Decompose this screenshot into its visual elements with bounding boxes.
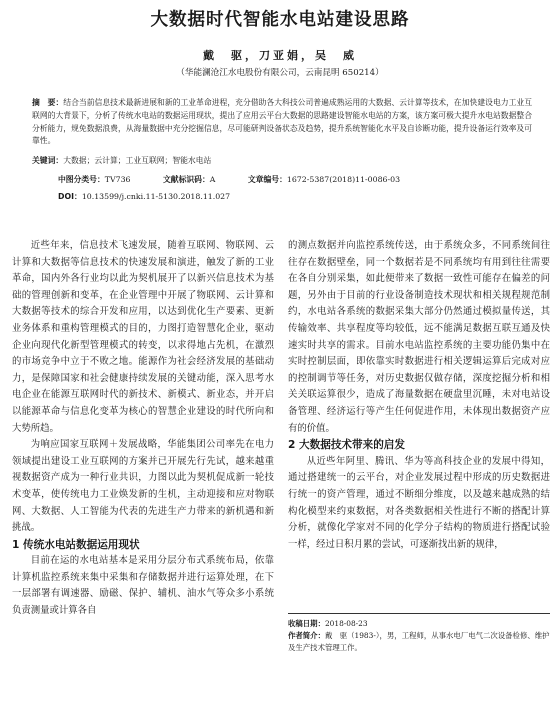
article-number [248,175,400,184]
left-column [12,238,274,620]
section-heading-1: 1 传统水电站数据运用现状 [12,538,140,551]
doccode-label: 文献标识码： [162,175,210,184]
clc-label: 中图分类号： [58,175,105,184]
received-label: 收稿日期： [288,619,325,628]
abstract-label: 摘 要： [32,98,64,107]
keywords-text: 大数据；云计算；工业互联网；智能水电站 [63,156,212,165]
article-no-label: 文章编号： [247,175,287,184]
doi-line [58,191,230,202]
abstract-text: 结合当前信息技术最新进展和新的工业革命进程，充分借助各大科技公司普遍成熟运用的大数据、云计算等技术，在加快建设电力工业互联网的大背景下，分析了传统水电站的数据运用现状，提出了应用云平台大数据的思路建设智能水电站的方案，该方案可极大提升水电站数据整合分析能力，规免数据浪费，从海量数据中充分挖掘信息，尽可能研判设备状态及趋势，提升系统智能化水平及自诊断功能，提升设备运行效率及可靠性。 [32,98,533,146]
author-bio [288,630,550,654]
doi-label: DOI： [58,192,82,201]
footnote [288,613,550,654]
article-no-value: 1672-5387(2018)11-0086-03 [286,175,401,184]
body-paragraph: 近些年来，信息技术飞速发展，随着互联网、物联网、云计算和大数据等信息技术的快速发展和演进，触发了新的工业革命，国内外各行业均以此为契机展开了以新兴信息技术为基础的管理创新和变革，在企业管理中开展了物联网、云计算和大数据等技术的综合开发和应用，以达到优化生产要素、更新业务体系和重构管理模式的目的，力图打造智慧化企业，驱动企业向现代化新型管理模式的转变，以求得地占先机，在激烈的市场竞争中立于不败之地。能源作为社会经济发展的基础动力，是保障国家和社会健康持续发展的关键动能，深入思考水电企业在能源互联网时代的新技术、新模式、新业态，并开启以能源革命与信息化变革为核心的智慧企业建设的时代所向和大势所趋。 [12,240,274,434]
clc-code [58,175,131,184]
keywords-label: 关键词： [32,156,64,165]
body-paragraph: 的测点数据并向监控系统传送，由于系统众多，不同系统间往往存在数据壁垒，同一个数据若是不同系统均有用到往往需要在各自分别采集，如此便带来了数据一致性可能存在偏差的问题，另外由于目前的行业设备制造技术现状和相关规程规范制约，水电站各系统的数据采集大部分仍然通过模拟量传送，其传输效率、共享程度等均较低，远不能满足数据互联互通及快速实时共享的需求。目前水电站监控系统的主要功能仍集中在实时控制层面，即依靠实时数据进行相关逻辑运算后完成对应的控制调节等任务，对历史数据仅做存储，深度挖掘分析和相关关联运算很少，造成了海量数据在硬盘里沉睡，未对电站设备管理、经济运行等产生任何促进作用，未体现出数据资产应有的价值。 [288,240,550,434]
doi-value: 10.13599/j.cnki.11-5130.2018.11.027 [81,192,231,201]
classification-line [58,174,538,185]
affiliation: （华能澜沧江水电股份有限公司，云南昆明 650214） [176,68,384,78]
section-heading-2: 2 大数据技术带来的启发 [288,439,405,452]
doccode-value: A [209,175,216,184]
paper-title: 大数据时代智能水电站建设思路 [150,10,410,30]
body-paragraph: 目前在运的水电站基本是采用分层分布式系统布局，依靠计算机监控系统来集中采集和存储数据并进行运算处理，在下一层部署有调速器、励磁、保护、辅机、油水气等众多小系统负责测量或计算各自 [12,555,274,617]
right-column [288,238,550,553]
document-code [163,175,215,184]
received-value: 2018-08-23 [324,619,368,628]
body-paragraph: 为响应国家互联网＋发展战略，华能集团公司率先在电力领域提出建设工业互联网的方案并已开展先行先试，越来越重视数据资产成为一种行业共识，力图以此为契机促成新一轮技术变革，使传统电力工业焕发新的生机，主动迎接和应对物联网、大数据、人工智能为代表的先进生产力带来的新机遇和新挑战。 [12,439,274,534]
keywords [32,155,532,166]
author-bio-label: 作者简介： [288,631,325,640]
body-paragraph: 从近些年阿里、腾讯、华为等高科技企业的发展中得知，通过搭建统一的云平台，对企业发展过程中形成的历史数据进行统一的资产管理，通过不断细分维度，以及越来越成熟的结构化模型来约束数据，对各类数据相关性进行不断的搭配计算分析，就像化学家对不同的化学分子结构的物质进行搭配试验一样，经过日积月累的尝试，可逐渐找出新的规律， [288,455,550,550]
author-bio-value: 戴 驱（1983-），男，工程师，从事水电厂电气二次设备检修、维护及生产技术管理工作。 [288,631,550,652]
author-list: 戴 驱，刀亚娟，吴 威 [203,49,357,62]
received-date [288,618,550,630]
abstract [32,97,532,148]
clc-value: TV736 [104,175,131,184]
